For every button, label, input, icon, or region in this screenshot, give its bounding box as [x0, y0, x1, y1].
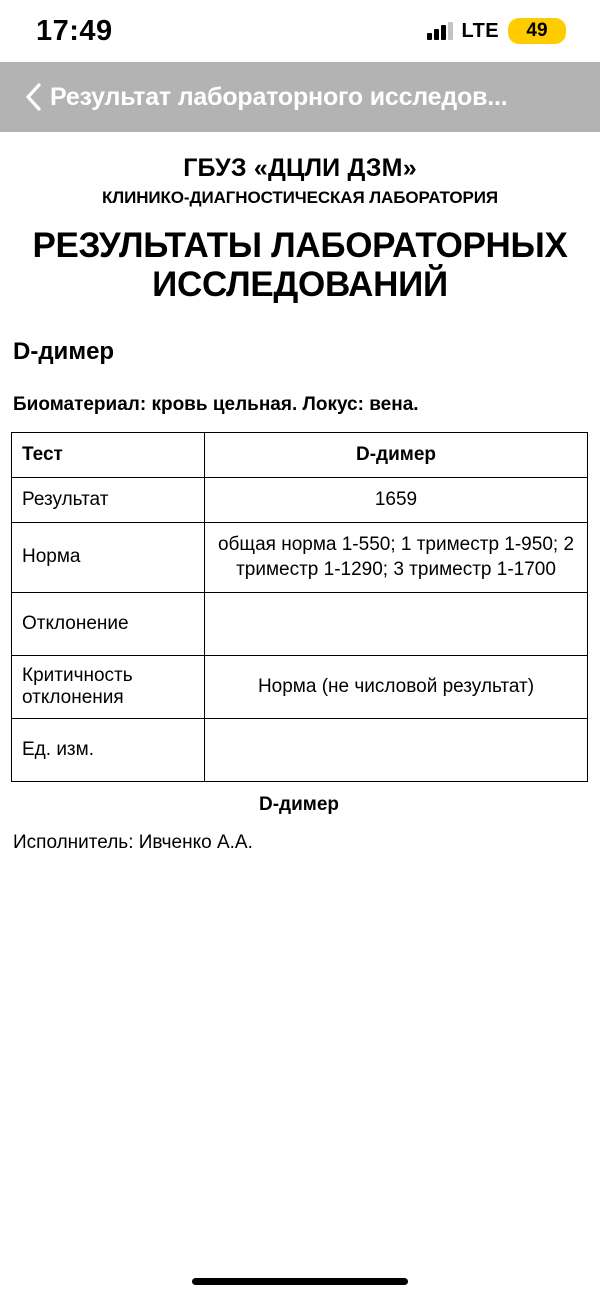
row-value: общая норма 1-550; 1 триместр 1-950; 2 триместр 1-1290; 3 триместр 1-1700 [205, 522, 588, 592]
battery-status-badge: 49 [508, 18, 566, 44]
row-value [205, 592, 588, 655]
row-label: Результат [12, 478, 205, 523]
test-heading: D-димер [13, 338, 115, 366]
status-bar [0, 0, 600, 62]
status-bar-indicators [427, 18, 566, 44]
table-caption: D-димер [258, 793, 340, 815]
table-header-test: Тест [12, 433, 205, 478]
table-row [12, 592, 588, 655]
organization-name: ГБУЗ «ДЦЛИ ДЗМ» [183, 154, 417, 182]
row-label: Норма [12, 522, 205, 592]
page-title: Результат лабораторного исследов... [50, 82, 508, 111]
status-bar-time: 17:49 [36, 14, 113, 47]
row-label: Отклонение [12, 592, 205, 655]
row-value [205, 718, 588, 781]
table-row [12, 718, 588, 781]
row-value: 1659 [205, 478, 588, 523]
row-label: Ед. изм. [12, 718, 205, 781]
row-label: Критичность отклонения [12, 655, 205, 718]
table-row [12, 522, 588, 592]
document-title: РЕЗУЛЬТАТЫ ЛАБОРАТОРНЫХ ИССЛЕДОВАНИЙ [32, 226, 568, 305]
table-row [12, 433, 588, 478]
chevron-left-icon[interactable] [16, 82, 50, 112]
biomaterial-line: Биоматериал: кровь цельная. Локус: вена. [13, 394, 419, 416]
performer-line: Исполнитель: Ивченко А.А. [13, 831, 253, 853]
home-indicator[interactable] [192, 1278, 408, 1285]
organization-subtitle: КЛИНИКО-ДИАГНОСТИЧЕСКАЯ ЛАБОРАТОРИЯ [101, 188, 499, 207]
row-value: Норма (не числовой результат) [205, 655, 588, 718]
table-row [12, 655, 588, 718]
network-type-label: LTE [461, 19, 499, 42]
navigation-bar [0, 62, 600, 132]
result-table [11, 432, 588, 782]
table-header-value: D-димер [205, 433, 588, 478]
cellular-signal-icon [427, 22, 453, 40]
table-row [12, 478, 588, 523]
document-body [0, 132, 600, 854]
